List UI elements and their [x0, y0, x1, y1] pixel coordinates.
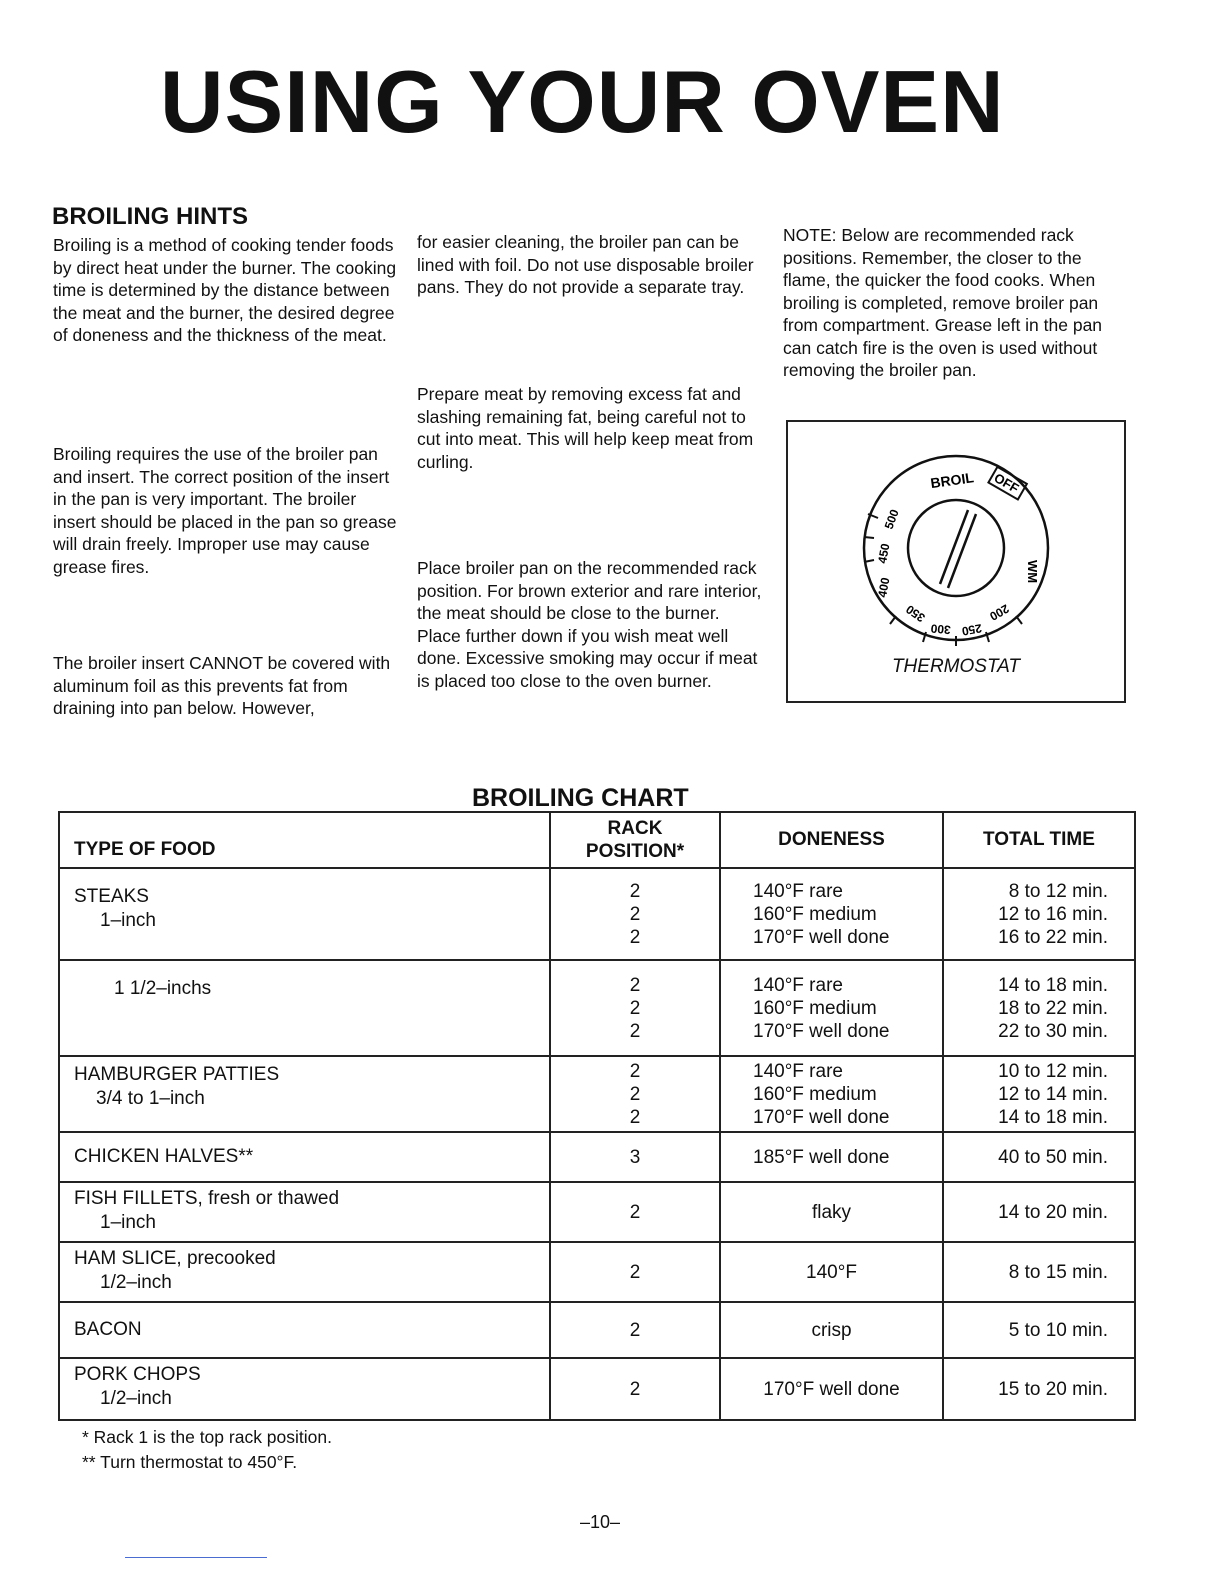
doneness-cell — [720, 1132, 943, 1182]
food-name: CHICKEN HALVES** — [74, 1146, 254, 1167]
rack-value: 2 — [629, 1201, 641, 1223]
food-cell — [59, 960, 550, 1056]
header-rack-line-1: RACK — [607, 818, 663, 839]
food-name: PORK CHOPS — [74, 1364, 201, 1385]
rack-value: 2 — [629, 1020, 641, 1042]
food-name: BACON — [74, 1319, 142, 1340]
dial-label-400: 400 — [875, 576, 893, 599]
doneness-value: 140°F rare — [753, 880, 843, 902]
dial-label-450: 450 — [875, 542, 893, 565]
rack-value: 2 — [629, 1378, 641, 1400]
thermostat-caption: THERMOSTAT — [891, 656, 1021, 677]
rack-value: 2 — [629, 926, 641, 948]
time-cell — [943, 1132, 1135, 1182]
time-value: 14 to 18 min. — [998, 1106, 1108, 1128]
rack-value: 2 — [629, 1083, 641, 1105]
header-type-of-food: TYPE OF FOOD — [59, 812, 550, 868]
time-value: 5 to 10 min. — [1008, 1319, 1108, 1341]
dial-label-250: 250 — [960, 621, 983, 639]
rack-cell — [550, 1358, 720, 1420]
table-row — [59, 1056, 1135, 1132]
doneness-value: 185°F well done — [753, 1146, 890, 1168]
table-row — [59, 868, 1135, 960]
doneness-value: 160°F medium — [753, 1083, 877, 1105]
footnote-rack: * Rack 1 is the top rack position. — [82, 1427, 332, 1447]
doneness-cell — [720, 1242, 943, 1302]
time-value: 14 to 18 min. — [998, 974, 1108, 996]
hints-paragraph-6: Place broiler pan on the recommended rack position. For brown exterior and rare interior, the meat should be close to the burner. Place further down if you wish meat well done. Excessive smoking may occur if meat is placed too close to the oven burner. — [417, 558, 762, 691]
header-rack-line-2: POSITION* — [585, 841, 685, 862]
doneness-value: 170°F well done — [763, 1378, 900, 1400]
footnote-thermostat: ** Turn thermostat to 450°F. — [82, 1452, 298, 1472]
table-row — [59, 1302, 1135, 1358]
time-cell — [943, 1182, 1135, 1242]
food-cell — [59, 1242, 550, 1302]
food-size: 3/4 to 1–inch — [96, 1088, 205, 1109]
broiling-hints-heading: BROILING HINTS — [52, 203, 248, 230]
time-cell — [943, 1056, 1135, 1132]
header-rack-position — [550, 812, 720, 868]
food-name: HAMBURGER PATTIES — [74, 1064, 280, 1085]
bottom-divider — [125, 1557, 267, 1558]
rack-value: 2 — [629, 1319, 641, 1341]
dial-label-500: 500 — [881, 507, 902, 532]
rack-cell — [550, 868, 720, 960]
doneness-value: 160°F medium — [753, 997, 877, 1019]
food-size: 1–inch — [100, 910, 156, 931]
time-cell — [943, 1302, 1135, 1358]
food-size: 1/2–inch — [100, 1388, 172, 1409]
doneness-cell — [720, 1056, 943, 1132]
doneness-value: 140°F — [806, 1261, 857, 1283]
table-row — [59, 1182, 1135, 1242]
rack-cell — [550, 1302, 720, 1358]
dial-label-200: 200 — [987, 601, 1012, 624]
time-value: 8 to 12 min. — [1008, 880, 1108, 902]
time-value: 12 to 16 min. — [998, 903, 1108, 925]
rack-value: 2 — [629, 1261, 641, 1283]
time-value: 12 to 14 min. — [998, 1083, 1108, 1105]
food-cell — [59, 1182, 550, 1242]
doneness-value: crisp — [811, 1319, 852, 1341]
hints-paragraph-3: The broiler insert CANNOT be covered with aluminum foil as this prevents fat from draining into pan below. However, — [53, 653, 391, 718]
rack-value: 2 — [629, 903, 641, 925]
time-cell — [943, 960, 1135, 1056]
doneness-value: 170°F well done — [753, 1106, 890, 1128]
time-value: 18 to 22 min. — [998, 997, 1108, 1019]
time-value: 8 to 15 min. — [1008, 1261, 1108, 1283]
rack-cell — [550, 960, 720, 1056]
food-name: FISH FILLETS, fresh or thawed — [74, 1188, 340, 1209]
food-size: 1 1/2–inchs — [114, 978, 212, 999]
dial-label-broil: BROIL — [929, 469, 975, 492]
hints-paragraph-2: Broiling requires the use of the broiler pan and insert. The correct position of the insert in the pan is very important. The broiler insert should be placed in the pan so grease will drain freely. Improper use may cause grease fires. — [53, 444, 397, 577]
table-row — [59, 1132, 1135, 1182]
doneness-value: 140°F rare — [753, 1060, 843, 1082]
time-cell — [943, 1242, 1135, 1302]
note-paragraph: NOTE: Below are recommended rack positions. Remember, the closer to the flame, the quicker the food cooks. When broiling is completed, remove broiler pan from compartment. Grease left in the pan can catch fire is the oven is used without removing the broiler pan. — [783, 225, 1103, 380]
time-cell — [943, 868, 1135, 960]
food-cell — [59, 1132, 550, 1182]
food-cell — [59, 1358, 550, 1420]
doneness-cell — [720, 1302, 943, 1358]
rack-cell — [550, 1242, 720, 1302]
rack-value: 2 — [629, 880, 641, 902]
rack-cell — [550, 1182, 720, 1242]
broiling-chart-title: BROILING CHART — [472, 784, 689, 812]
hints-paragraph-5: Prepare meat by removing excess fat and slashing remaining fat, being careful not to cut into meat. This will help keep meat from curling. — [417, 384, 754, 472]
dial-label-300: 300 — [930, 621, 952, 637]
rack-cell — [550, 1056, 720, 1132]
rack-value: 2 — [629, 997, 641, 1019]
food-name: STEAKS — [74, 886, 149, 907]
doneness-value: flaky — [811, 1201, 852, 1223]
time-value: 22 to 30 min. — [998, 1020, 1108, 1042]
header-total-time: TOTAL TIME — [943, 812, 1135, 868]
time-value: 10 to 12 min. — [998, 1060, 1108, 1082]
thermostat-figure — [786, 420, 1126, 703]
food-size: 1–inch — [100, 1212, 156, 1233]
time-value: 15 to 20 min. — [998, 1378, 1108, 1400]
page-title: USING YOUR OVEN — [160, 52, 1005, 151]
time-value: 40 to 50 min. — [998, 1146, 1108, 1168]
page-number: –10– — [580, 1512, 621, 1532]
time-value: 14 to 20 min. — [998, 1201, 1108, 1223]
doneness-value: 160°F medium — [753, 903, 877, 925]
time-value: 16 to 22 min. — [998, 926, 1108, 948]
rack-value: 2 — [629, 1106, 641, 1128]
hints-paragraph-1: Broiling is a method of cooking tender foods by direct heat under the burner. The cooking time is determined by the distance between the meat and the burner, the desired degree of doneness and the thickness of the meat. — [53, 235, 397, 345]
dial-label-350: 350 — [903, 602, 928, 626]
food-cell — [59, 868, 550, 960]
table-row — [59, 960, 1135, 1056]
food-cell — [59, 1302, 550, 1358]
time-cell — [943, 1358, 1135, 1420]
thermostat-dial-icon — [856, 448, 1056, 648]
doneness-value: 170°F well done — [753, 926, 890, 948]
table-row — [59, 1358, 1135, 1420]
rack-value: 2 — [629, 974, 641, 996]
dial-label-wm: WM — [1025, 560, 1040, 584]
doneness-cell — [720, 868, 943, 960]
food-size: 1/2–inch — [100, 1272, 172, 1293]
doneness-cell — [720, 960, 943, 1056]
dial-label-off: OFF — [991, 470, 1022, 497]
hints-paragraph-4: for easier cleaning, the broiler pan can be lined with foil. Do not use disposable broiler pans. They do not provide a separate tray. — [417, 232, 754, 297]
rack-value: 3 — [629, 1146, 641, 1168]
doneness-value: 140°F rare — [753, 974, 843, 996]
rack-value: 2 — [629, 1060, 641, 1082]
table-header-row — [59, 812, 1135, 868]
doneness-value: 170°F well done — [753, 1020, 890, 1042]
food-cell — [59, 1056, 550, 1132]
rack-cell — [550, 1132, 720, 1182]
food-name: HAM SLICE, precooked — [74, 1248, 276, 1269]
doneness-cell — [720, 1182, 943, 1242]
doneness-cell — [720, 1358, 943, 1420]
table-row — [59, 1242, 1135, 1302]
broiling-chart-table — [58, 811, 1136, 1421]
header-doneness: DONENESS — [720, 812, 943, 868]
